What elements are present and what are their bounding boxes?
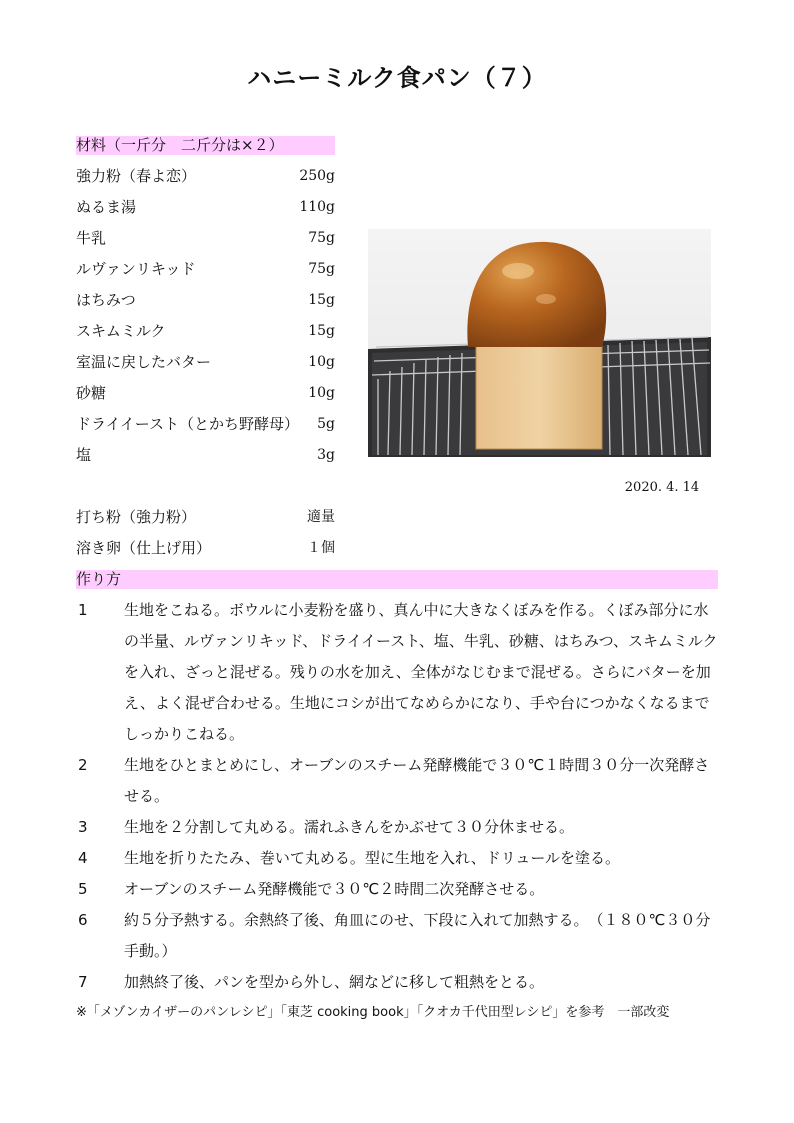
ingredient-amount: 適量 [307,509,335,525]
step-text: 加熱終了後、パンを型から外し、網などに移して粗熱をとる。 [124,973,545,991]
ingredient-amount: 10g [308,385,335,401]
step-text: オーブンのスチーム発酵機能で３０℃２時間二次発酵させる。 [124,880,545,898]
ingredient-amount: 15g [308,292,335,308]
ingredient-name: 打ち粉（強力粉） [76,508,197,526]
ingredient-amount: 5g [317,416,335,432]
method-step [76,595,722,750]
ingredient-amount: 15g [308,323,335,339]
step-number: 3 [78,818,88,836]
ingredient-row [76,166,335,186]
ingredient-amount: 250g [299,168,335,184]
step-text: 生地を２分割して丸める。濡れふきんをかぶせて３０分休ませる。 [124,818,575,836]
ingredient-amount: 10g [308,354,335,370]
step-number: 7 [78,973,88,991]
date-label: 2020. 4. 14 [624,480,700,495]
method-step [76,905,722,967]
method-header: 作り方 [76,570,718,589]
step-text: 生地を折りたたみ、巻いて丸める。型に生地を入れ、ドリュールを塗る。 [124,849,621,867]
ingredient-name: 室温に戻したバター [76,353,212,371]
page-title: ハニーミルク食パン（７） [247,64,547,92]
ingredient-row [76,414,335,434]
bread-photo [368,229,711,457]
method-step [76,750,722,812]
ingredient-amount: 110g [299,199,335,215]
ingredient-name: 牛乳 [76,229,107,247]
ingredient-name: 溶き卵（仕上げ用） [76,539,212,557]
ingredient-name: はちみつ [76,291,136,309]
ingredient-amount: １個 [307,540,335,556]
ingredient-row [76,321,335,341]
ingredient-row [76,445,335,465]
ingredient-row [76,383,335,403]
step-number: 5 [78,880,88,898]
extra-ingredient-row [76,538,335,558]
materials-header: 材料（一斤分 二斤分は×２） [76,136,335,155]
ingredient-amount: 75g [308,230,335,246]
step-text: 生地をこねる。ボウルに小麦粉を盛り、真ん中に大きなくぼみを作る。くぼみ部分に水の半量、ルヴァンリキッド、ドライイースト、塩、牛乳、砂糖、はちみつ、スキムミルクを入れ、ざっと混ぜる。残りの水を加え、全体がなじむまで混ぜる。さらにバターを加え、よく混ぜ合わせる。生地にコシが出てなめらかになり、手や台につかなくなるまでしっかりこねる。 [124,601,718,743]
ingredient-name: 塩 [76,446,92,464]
extra-ingredient-row [76,507,335,527]
ingredient-name: ぬるま湯 [76,198,137,216]
method-step [76,843,722,874]
ingredient-row [76,352,335,372]
ingredient-name: ルヴァンリキッド [76,260,196,278]
ingredient-amount: 75g [308,261,335,277]
ingredient-row [76,228,335,248]
method-step [76,874,722,905]
ingredient-name: ドライイースト（とかち野酵母） [76,415,300,433]
method-step [76,812,722,843]
step-text: 約５分予熱する。余熱終了後、角皿にのせ、下段に入れて加熱する。 （１８０℃３０分手動。） [124,911,711,960]
ingredient-row [76,197,335,217]
step-number: 2 [78,756,88,774]
step-number: 6 [78,911,88,929]
method-step [76,967,722,998]
ingredient-name: 強力粉（春よ恋） [76,167,197,185]
ingredient-name: スキムミルク [76,322,166,340]
ingredient-row [76,259,335,279]
ingredient-name: 砂糖 [76,384,107,402]
ingredient-row [76,290,335,310]
step-number: 1 [78,601,88,619]
ingredient-amount: 3g [317,447,335,463]
step-text: 生地をひとまとめにし、オーブンのスチーム発酵機能で３０℃１時間３０分一次発酵させる。 [124,756,710,805]
step-number: 4 [78,849,88,867]
reference-note: ※「メゾンカイザーのパンレシピ」「東芝 cooking book」「クオカ千代田型レシピ」を参考 一部改変 [76,1005,670,1020]
